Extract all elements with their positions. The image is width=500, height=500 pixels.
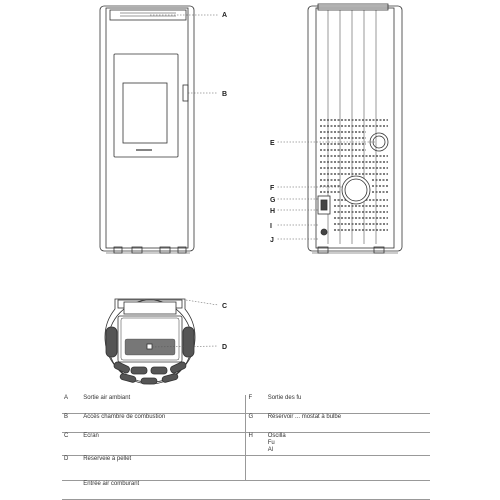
legend-key: H [248,433,253,439]
legend-description: Entrée air comburant [83,481,140,487]
legend-description: Accès chambre de combustion [81,414,246,433]
legend-table [62,395,430,500]
callout-d: D [222,344,228,351]
legend-row [62,481,430,500]
callout-a: A [222,12,228,19]
legend-key: D [64,456,69,462]
callout-b: B [222,91,228,98]
legend-description [266,481,430,500]
legend-description [266,456,430,481]
legend-key [246,481,266,500]
front-view [100,6,194,253]
callout-c: C [222,303,228,310]
legend-key: G [248,414,254,420]
callout-e: E [270,140,275,147]
legend-description [266,433,430,456]
legend-description: Reserveie à pellet [81,456,246,481]
callout-f: F [270,185,275,192]
legend-key: A [64,395,69,401]
legend-row [62,433,430,456]
callout-j: J [270,237,274,244]
callout-g: G [270,197,276,204]
legend-line: Al [267,447,274,453]
legend-description: Réservoir ... mostat à bulbe [267,414,342,420]
legend-row [62,456,430,481]
callout-i: I [270,223,272,230]
callout-h: H [270,208,276,215]
leader-lines [150,15,375,347]
legend-row [62,395,430,414]
legend-row [62,414,430,433]
legend-description: Ecran [81,433,246,456]
legend-key [62,481,81,500]
legend-line: Oscilla [267,433,286,439]
legend-description: Sortie air ambiant [81,395,246,414]
legend-key: F [248,395,253,401]
top-view [105,299,195,384]
legend-line: Fu [267,440,275,446]
legend-key [246,456,266,481]
back-view [308,4,402,253]
legend-key: C [64,433,69,439]
legend-key: B [64,414,69,420]
legend-description: Sortie des fu [267,395,302,401]
